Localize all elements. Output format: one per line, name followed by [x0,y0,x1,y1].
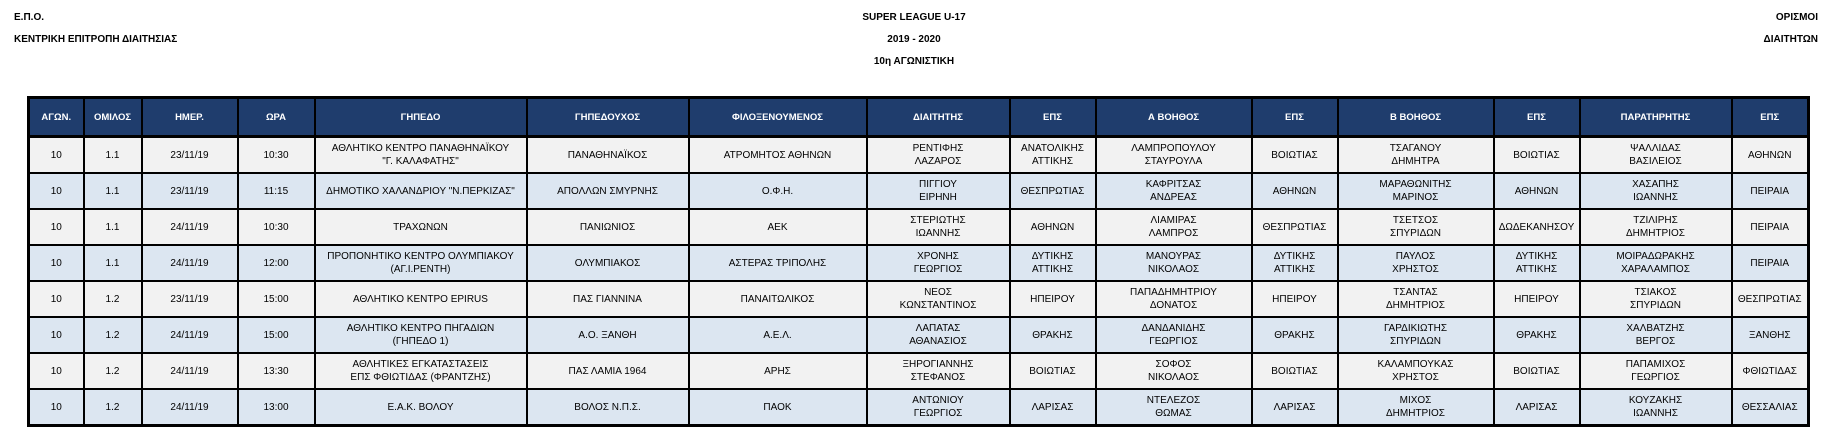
assistant-a-eps-cell [1252,245,1338,281]
stadium-line: ΕΠΣ ΦΘΙΩΤΙΔΑΣ (ΦΡΑΝΤΖΗΣ) [350,372,491,383]
assistant-b-cell [1338,389,1494,426]
assistant-b-eps-cell [1494,317,1580,353]
assistant-a-line: ΛΑΜΠΡΟΠΟΥΛΟΥ [1131,143,1216,154]
stadium-line: ΑΘΛΗΤΙΚΕΣ ΕΓΚΑΤΑΣΤΑΣΕΙΣ [352,359,489,370]
observer-eps-line: ΞΑΝΘΗΣ [1748,329,1791,341]
assistant-b-line: ΚΑΛΑΜΠΟΥΚΑΣ [1377,359,1454,370]
assistant-a-cell [1096,389,1252,426]
assistant-b-line: ΣΠΥΡΙΔΩΝ [1390,336,1441,347]
home-team-cell: ΑΠΟΛΛΩΝ ΣΜΥΡΝΗΣ [527,173,689,209]
assistant-a-line: ΝΤΕΛΕΖΟΣ [1146,395,1201,406]
away-team-cell: ΑΣΤΕΡΑΣ ΤΡΙΠΟΛΗΣ [689,245,867,281]
referee-eps-line: ΔΥΤΙΚΗΣ [1031,251,1074,262]
referee-line: ΓΕΩΡΓΙΟΣ [913,264,963,275]
observer-line: ΠΑΠΑΜΙΧΟΣ [1625,359,1686,370]
table-row [29,209,1809,245]
column-header-stadium: ΓΗΠΕΔΟ [315,98,527,137]
referee-cell [867,353,1010,389]
observer-eps-line: ΠΕΙΡΑΙΑ [1750,221,1790,233]
table-row [29,389,1809,426]
assistant-b-cell [1338,317,1494,353]
match-number-cell: 10 [29,209,84,245]
assistant-a-eps-cell [1252,353,1338,389]
table-row [29,353,1809,389]
assistant-b-line: ΤΣΑΓΑΝΟΥ [1389,143,1442,154]
assignments-title-line2: ΔΙΑΙΤΗΤΩΝ [1763,34,1818,45]
observer-line: ΓΕΩΡΓΙΟΣ [1631,372,1680,383]
assistant-b-line: ΔΗΜΗΤΡΑ [1391,156,1440,167]
assistant-b-cell [1338,245,1494,281]
assistant-b-cell [1338,209,1494,245]
assistant-a-eps-line: ΔΥΤΙΚΗΣ [1273,251,1316,262]
table-row [29,245,1809,281]
date-cell: 24/11/19 [142,245,238,281]
home-team-cell: ΠΑΝΙΩΝΙΟΣ [527,209,689,245]
referee-line: ΣΤΕΦΑΝΟΣ [910,372,966,383]
referee-eps-cell [1010,137,1096,174]
date-cell: 23/11/19 [142,281,238,317]
assistant-b-eps-cell [1494,389,1580,426]
away-team-cell: ΑΕΚ [689,209,867,245]
group-cell: 1.1 [84,137,142,174]
observer-eps-cell [1732,317,1809,353]
stadium-line: ΔΗΜΟΤΙΚΟ ΧΑΛΑΝΔΡΙΟΥ "Ν.ΠΕΡΚΙΖΑΣ" [326,185,515,197]
time-cell: 10:30 [238,137,315,174]
referee-line: ΣΤΕΡΙΩΤΗΣ [910,215,966,226]
assistant-b-line: ΧΡΗΣΤΟΣ [1392,372,1439,383]
table-header-row [29,98,1809,137]
referee-line: ΝΕΟΣ [924,287,952,298]
column-header-referee-eps: ΕΠΣ [1010,98,1096,137]
referee-line: ΞΗΡΟΓΙΑΝΝΗΣ [902,359,974,370]
observer-line: ΙΩΑΝΝΗΣ [1633,408,1678,419]
observer-line: ΚΟΥΖΑΚΗΣ [1628,395,1683,406]
assistant-b-eps-line: ΛΑΡΙΣΑΣ [1515,401,1558,413]
assistant-b-line: ΔΗΜΗΤΡΙΟΣ [1386,408,1445,419]
date-cell: 23/11/19 [142,137,238,174]
observer-line: ΧΑΛΒΑΤΖΗΣ [1626,323,1685,334]
date-cell: 24/11/19 [142,353,238,389]
assistant-b-eps-line: ΘΡΑΚΗΣ [1516,329,1557,341]
match-number-cell: 10 [29,353,84,389]
assistant-a-eps-line: ΒΟΙΩΤΙΑΣ [1271,149,1318,161]
match-number-cell: 10 [29,245,84,281]
assistant-a-line: ΘΩΜΑΣ [1155,408,1192,419]
home-team-cell: ΠΑΣ ΓΙΑΝΝΙΝΑ [527,281,689,317]
assistant-b-line: ΜΙΧΟΣ [1399,395,1432,406]
assistant-a-eps-line: ΘΕΣΠΡΩΤΙΑΣ [1262,221,1327,233]
referee-line: ΡΕΝΤΙΦΗΣ [912,143,964,154]
observer-cell [1580,281,1732,317]
observer-cell [1580,245,1732,281]
observer-eps-cell [1732,137,1809,174]
observer-line: ΙΩΑΝΝΗΣ [1633,192,1678,203]
column-header-date: ΗΜΕΡ. [142,98,238,137]
committee-name: ΚΕΝΤΡΙΚΗ ΕΠΙΤΡΟΠΗ ΔΙΑΙΤΗΣΙΑΣ [14,34,178,45]
referee-line: ΓΕΩΡΓΙΟΣ [913,408,963,419]
group-cell: 1.2 [84,353,142,389]
referee-cell [867,281,1010,317]
time-cell: 15:00 [238,281,315,317]
assistant-a-line: ΓΕΩΡΓΙΟΣ [1149,336,1198,347]
stadium-line: ΤΡΑΧΩΝΩΝ [393,221,448,233]
table-body [29,137,1809,426]
assistant-b-eps-line: ΔΥΤΙΚΗΣ [1515,251,1558,262]
assistant-a-cell [1096,245,1252,281]
match-number-cell: 10 [29,173,84,209]
referee-eps-line: ΛΑΡΙΣΑΣ [1031,401,1074,413]
home-team-cell: ΠΑΣ ΛΑΜΙΑ 1964 [527,353,689,389]
assistant-a-eps-line: ΗΠΕΙΡΟΥ [1272,293,1317,305]
assistant-b-eps-line: ΗΠΕΙΡΟΥ [1514,293,1559,305]
referee-cell [867,137,1010,174]
date-cell: 24/11/19 [142,317,238,353]
column-header-home-team: ΓΗΠΕΔΟΥΧΟΣ [527,98,689,137]
observer-line: ΨΑΛΛΙΔΑΣ [1630,143,1681,154]
column-header-referee: ΔΙΑΙΤΗΤΗΣ [867,98,1010,137]
table-row [29,281,1809,317]
column-header-match-number: ΑΓΩΝ. [29,98,84,137]
observer-cell [1580,389,1732,426]
referee-assignments-table [27,96,1810,427]
referee-eps-line: ΒΟΙΩΤΙΑΣ [1029,365,1076,377]
assistant-b-line: ΠΑΥΛΟΣ [1395,251,1436,262]
assistant-a-eps-cell [1252,389,1338,426]
assistant-a-eps-cell [1252,281,1338,317]
league-title: SUPER LEAGUE U-17 [862,12,966,23]
referee-line: ΕΙΡΗΝΗ [919,192,957,203]
referee-eps-line: ΑΤΤΙΚΗΣ [1032,156,1073,167]
referee-line: ΠΙΓΓΙΟΥ [919,179,957,190]
stadium-line: ΠΡΟΠΟΝΗΤΙΚΟ ΚΕΝΤΡΟ ΟΛΥΜΠΙΑΚΟΥ [327,251,514,262]
assistant-b-cell [1338,137,1494,174]
stadium-cell [315,173,527,209]
away-team-cell: Ο.Φ.Η. [689,173,867,209]
assistant-a-cell [1096,317,1252,353]
assistant-a-line: ΣΟΦΟΣ [1155,359,1192,370]
assistant-b-eps-cell [1494,209,1580,245]
assistant-b-eps-cell [1494,137,1580,174]
column-header-observer-eps: ΕΠΣ [1732,98,1809,137]
federation-name: Ε.Π.Ο. [14,12,45,23]
assistant-a-cell [1096,209,1252,245]
home-team-cell: ΟΛΥΜΠΙΑΚΟΣ [527,245,689,281]
group-cell: 1.2 [84,317,142,353]
stadium-line: ΑΘΛΗΤΙΚΟ ΚΕΝΤΡΟ EPIRUS [353,293,488,305]
away-team-cell: ΑΡΗΣ [689,353,867,389]
observer-eps-line: ΘΕΣΣΑΛΙΑΣ [1741,401,1798,413]
referee-eps-cell [1010,173,1096,209]
observer-eps-line: ΠΕΙΡΑΙΑ [1750,257,1790,269]
observer-line: ΒΑΣΙΛΕΙΟΣ [1629,156,1682,167]
assistant-b-eps-cell [1494,353,1580,389]
assistant-a-eps-line: ΑΤΤΙΚΗΣ [1274,264,1315,275]
referee-line: ΛΑΖΑΡΟΣ [914,156,962,167]
match-number-cell: 10 [29,317,84,353]
observer-line: ΣΠΥΡΙΔΩΝ [1630,300,1681,311]
stadium-line: (ΑΓ.Ι.ΡΕΝΤΗ) [390,264,451,275]
time-cell: 10:30 [238,209,315,245]
assistant-a-eps-cell [1252,137,1338,174]
assistant-a-line: ΔΟΝΑΤΟΣ [1149,300,1198,311]
assistant-a-line: ΝΙΚΟΛΑΟΣ [1147,264,1200,275]
assistant-b-eps-cell [1494,281,1580,317]
referee-cell [867,245,1010,281]
observer-line: ΤΣΙΑΚΟΣ [1634,287,1677,298]
referee-eps-cell [1010,353,1096,389]
referee-line: ΑΘΑΝΑΣΙΟΣ [909,336,967,347]
referee-eps-line: ΗΠΕΙΡΟΥ [1030,293,1075,305]
season: 2019 - 2020 [887,34,941,45]
group-cell: 1.2 [84,281,142,317]
referee-eps-cell [1010,245,1096,281]
home-team-cell: ΒΟΛΟΣ Ν.Π.Σ. [527,389,689,426]
stadium-line: "Γ. ΚΑΛΑΦΑΤΗΣ" [382,156,459,167]
stadium-cell [315,137,527,174]
stadium-line: Ε.Α.Κ. ΒΟΛΟΥ [387,401,454,413]
referee-eps-cell [1010,389,1096,426]
assistant-b-eps-line: ΑΘΗΝΩΝ [1514,185,1559,197]
time-cell: 13:00 [238,389,315,426]
column-header-assistant-a-eps: ΕΠΣ [1252,98,1338,137]
assistant-b-cell [1338,281,1494,317]
assistant-a-cell [1096,137,1252,174]
match-number-cell: 10 [29,137,84,174]
assistant-a-cell [1096,281,1252,317]
referee-line: ΚΩΝΣΤΑΝΤΙΝΟΣ [899,300,977,311]
date-cell: 23/11/19 [142,173,238,209]
referee-cell [867,173,1010,209]
group-cell: 1.1 [84,209,142,245]
observer-line: ΧΑΡΑΛΑΜΠΟΣ [1621,264,1690,275]
assistant-b-cell [1338,353,1494,389]
assistant-a-line: ΣΤΑΥΡΟΥΛΑ [1144,156,1203,167]
observer-eps-cell [1732,209,1809,245]
referee-line: ΧΡΟΝΗΣ [917,251,959,262]
observer-line: ΒΕΡΓΟΣ [1635,336,1676,347]
stadium-cell [315,281,527,317]
time-cell: 11:15 [238,173,315,209]
stadium-cell [315,389,527,426]
assistant-b-eps-cell [1494,173,1580,209]
assistant-a-eps-line: ΒΟΙΩΤΙΑΣ [1271,365,1318,377]
referee-eps-line: ΑΘΗΝΩΝ [1030,221,1075,233]
assistant-a-line: ΚΑΦΡΙΤΣΑΣ [1145,179,1202,190]
date-cell: 24/11/19 [142,209,238,245]
assistant-b-eps-line: ΑΤΤΙΚΗΣ [1516,264,1557,275]
assistant-a-line: ΠΑΠΑΔΗΜΗΤΡΙΟΥ [1130,287,1217,298]
observer-eps-line: ΦΘΙΩΤΙΔΑΣ [1742,365,1797,377]
stadium-cell [315,317,527,353]
assistant-a-eps-cell [1252,173,1338,209]
observer-eps-cell [1732,173,1809,209]
stadium-cell [315,245,527,281]
stadium-line: ΑΘΛΗΤΙΚΟ ΚΕΝΤΡΟ ΠΑΝΑΘΗΝΑΪΚΟΥ [331,143,510,154]
referee-eps-line: ΑΝΑΤΟΛΙΚΗΣ [1021,143,1084,154]
referee-cell [867,209,1010,245]
observer-eps-line: ΑΘΗΝΩΝ [1748,149,1792,161]
referee-line: ΙΩΑΝΝΗΣ [915,228,961,239]
observer-cell [1580,209,1732,245]
assistant-a-eps-cell [1252,209,1338,245]
assistant-b-line: ΧΡΗΣΤΟΣ [1392,264,1439,275]
assistant-a-cell [1096,353,1252,389]
stadium-line: ΑΘΛΗΤΙΚΟ ΚΕΝΤΡΟ ΠΗΓΑΔΙΩΝ [346,323,495,334]
table-row [29,173,1809,209]
assistant-a-line: ΑΝΔΡΕΑΣ [1150,192,1197,203]
referee-eps-cell [1010,209,1096,245]
assistant-a-eps-line: ΑΘΗΝΩΝ [1272,185,1317,197]
away-team-cell: ΑΤΡΟΜΗΤΟΣ ΑΘΗΝΩΝ [689,137,867,174]
assistant-a-eps-line: ΛΑΡΙΣΑΣ [1273,401,1316,413]
assistant-a-cell [1096,173,1252,209]
observer-eps-cell [1732,281,1809,317]
column-header-observer: ΠΑΡΑΤΗΡΗΤΗΣ [1580,98,1732,137]
observer-cell [1580,317,1732,353]
home-team-cell: ΠΑΝΑΘΗΝΑΪΚΟΣ [527,137,689,174]
assignments-title-line1: ΟΡΙΣΜΟΙ [1775,12,1818,23]
column-header-assistant-a: Α ΒΟΗΘΟΣ [1096,98,1252,137]
referee-line: ΑΝΤΩΝΙΟΥ [912,395,964,406]
observer-eps-cell [1732,353,1809,389]
time-cell: 12:00 [238,245,315,281]
observer-eps-line: ΘΕΣΠΡΩΤΙΑΣ [1737,293,1802,305]
observer-line: ΤΖΙΛΙΡΗΣ [1633,215,1678,226]
observer-line: ΔΗΜΗΤΡΙΟΣ [1626,228,1685,239]
observer-line: ΧΑΣΑΠΗΣ [1632,179,1679,190]
group-cell: 1.2 [84,389,142,426]
observer-line: ΜΟΙΡΑΔΩΡΑΚΗΣ [1616,251,1695,262]
referee-line: ΛΑΠΑΤΑΣ [915,323,961,334]
away-team-cell: Α.Ε.Λ. [689,317,867,353]
referee-eps-line: ΘΕΣΠΡΩΤΙΑΣ [1020,185,1085,197]
observer-cell [1580,137,1732,174]
assistant-b-line: ΔΗΜΗΤΡΙΟΣ [1386,300,1445,311]
assistant-b-line: ΜΑΡΑΘΩΝΙΤΗΣ [1379,179,1452,190]
matchday: 10η ΑΓΩΝΙΣΤΙΚΗ [873,56,955,67]
assistant-b-line: ΤΣΕΤΣΟΣ [1392,215,1439,226]
assistant-b-eps-line: ΒΟΙΩΤΙΑΣ [1513,365,1560,377]
column-header-away-team: ΦΙΛΟΞΕΝΟΥΜΕΝΟΣ [689,98,867,137]
stadium-cell [315,209,527,245]
home-team-cell: Α.Ο. ΞΑΝΘΗ [527,317,689,353]
assistant-a-line: ΛΑΜΠΡΟΣ [1148,228,1199,239]
assistant-a-eps-line: ΘΡΑΚΗΣ [1274,329,1315,341]
table-row [29,137,1809,174]
time-cell: 13:30 [238,353,315,389]
date-cell: 24/11/19 [142,389,238,426]
assistant-a-line: ΝΙΚΟΛΑΟΣ [1147,372,1200,383]
column-header-assistant-b: Β ΒΟΗΘΟΣ [1338,98,1494,137]
referee-eps-line: ΑΤΤΙΚΗΣ [1032,264,1073,275]
column-header-group: ΟΜΙΛΟΣ [84,98,142,137]
referee-cell [867,317,1010,353]
column-header-time: ΩΡΑ [238,98,315,137]
referee-eps-line: ΘΡΑΚΗΣ [1032,329,1073,341]
assistant-b-eps-line: ΒΟΙΩΤΙΑΣ [1513,149,1560,161]
stadium-cell [315,353,527,389]
assistant-b-cell [1338,173,1494,209]
assistant-b-eps-line: ΔΩΔΕΚΑΝΗΣΟΥ [1498,221,1575,233]
assistant-b-eps-cell [1494,245,1580,281]
time-cell: 15:00 [238,317,315,353]
assistant-a-eps-cell [1252,317,1338,353]
assistant-b-line: ΓΑΡΔΙΚΙΩΤΗΣ [1383,323,1448,334]
column-header-assistant-b-eps: ΕΠΣ [1494,98,1580,137]
assistant-b-line: ΤΣΑΝΤΑΣ [1393,287,1438,298]
observer-cell [1580,173,1732,209]
table-row [29,317,1809,353]
referee-cell [867,389,1010,426]
observer-eps-cell [1732,245,1809,281]
match-number-cell: 10 [29,389,84,426]
observer-eps-line: ΠΕΙΡΑΙΑ [1750,185,1790,197]
referee-eps-cell [1010,317,1096,353]
observer-eps-cell [1732,389,1809,426]
away-team-cell: ΠΑΝΑΙΤΩΛΙΚΟΣ [689,281,867,317]
stadium-line: (ΓΗΠΕΔΟ 1) [392,336,449,347]
assistant-a-line: ΜΑΝΟΥΡΑΣ [1145,251,1202,262]
match-number-cell: 10 [29,281,84,317]
away-team-cell: ΠΑΟΚ [689,389,867,426]
assistant-b-line: ΜΑΡΙΝΟΣ [1392,192,1439,203]
assistant-a-line: ΔΑΝΔΑΝΙΔΗΣ [1141,323,1206,334]
assistant-b-line: ΣΠΥΡΙΔΩΝ [1390,228,1441,239]
observer-cell [1580,353,1732,389]
group-cell: 1.1 [84,173,142,209]
referee-eps-cell [1010,281,1096,317]
assistant-a-line: ΛΙΑΜΙΡΑΣ [1150,215,1197,226]
group-cell: 1.1 [84,245,142,281]
